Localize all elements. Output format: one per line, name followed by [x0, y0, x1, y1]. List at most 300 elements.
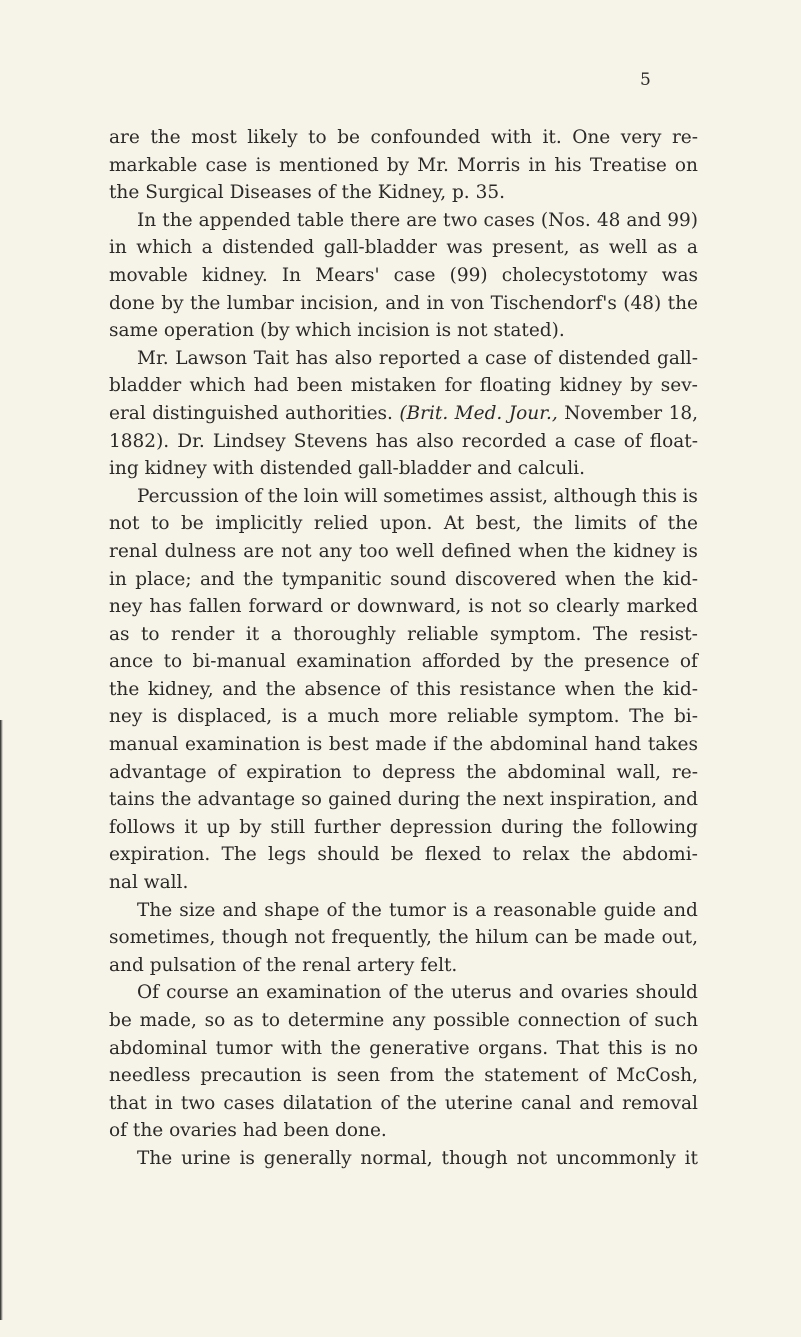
text-word: the	[406, 1092, 437, 1114]
text-word: are	[109, 127, 140, 148]
text-word: be	[337, 127, 360, 148]
text-word: done.	[335, 1120, 387, 1142]
text-word: not	[490, 596, 522, 618]
text-word: distended	[222, 237, 315, 259]
text-word: as	[578, 237, 600, 259]
text-word: kidney	[144, 458, 207, 480]
text-word: this	[642, 485, 677, 507]
text-word: mistaken	[350, 375, 437, 397]
text-word: inspiration,	[549, 789, 657, 811]
text-word: Surgical	[145, 182, 224, 204]
text-word: it	[684, 1147, 698, 1169]
text-word: so	[204, 1010, 226, 1031]
text-word: the	[466, 789, 497, 811]
text-word: defined	[441, 540, 512, 562]
text-word: expiration	[246, 761, 342, 783]
text-word: which	[189, 375, 246, 397]
text-line	[109, 428, 698, 456]
text-word: tumor	[388, 899, 446, 921]
text-word: sound	[390, 568, 447, 590]
text-word: the	[351, 899, 382, 921]
text-line	[109, 1007, 698, 1035]
text-word: further	[314, 816, 381, 838]
text-word: that	[109, 1092, 147, 1114]
text-word: following	[611, 816, 698, 838]
text-word: as	[656, 237, 678, 259]
text-line	[109, 648, 698, 676]
text-word: made,	[139, 1010, 197, 1031]
text-word: abdominal	[109, 1037, 208, 1059]
text-word: In	[281, 264, 302, 286]
text-word: the	[438, 927, 469, 949]
text-word: nal	[109, 872, 138, 894]
text-word: examination	[185, 734, 301, 756]
text-word: an	[236, 982, 259, 1004]
text-word: advantage	[197, 789, 296, 811]
text-word: McCosh,	[616, 1065, 698, 1087]
text-word: legs	[267, 844, 307, 866]
text-line	[109, 869, 698, 897]
text-word: with	[490, 127, 532, 148]
text-word: examination	[296, 651, 412, 673]
text-word: floating	[479, 375, 552, 397]
text-word: 18,	[668, 402, 698, 424]
text-word: to	[352, 761, 372, 783]
text-word: and	[518, 982, 554, 1004]
text-line	[109, 1145, 698, 1173]
text-word: by	[161, 292, 184, 314]
text-line	[109, 538, 698, 566]
text-word: abdominal	[489, 734, 588, 756]
text-word: p.	[451, 182, 470, 204]
text-word: of	[389, 678, 408, 700]
text-word: and	[663, 899, 698, 921]
text-word: and	[626, 209, 662, 231]
text-word: frequently,	[331, 927, 432, 949]
text-word: very	[620, 127, 662, 148]
text-word: to	[163, 651, 183, 673]
text-word: re-	[671, 761, 698, 783]
text-word: von	[450, 292, 485, 314]
text-word: two	[180, 1092, 216, 1114]
text-word: a	[475, 899, 487, 921]
text-line	[109, 207, 698, 235]
text-word: when	[518, 540, 569, 562]
text-word: stated).	[493, 320, 565, 342]
text-word: a	[270, 623, 282, 645]
text-word: tumor	[215, 1037, 273, 1059]
text-word: absence	[304, 678, 382, 700]
text-word: had	[242, 1120, 278, 1142]
text-word: as	[109, 623, 130, 645]
text-word: reasonable	[493, 899, 597, 921]
text-word: with	[212, 458, 254, 480]
text-word: also	[416, 430, 454, 452]
text-word: be	[574, 927, 598, 949]
text-word: and	[222, 899, 258, 921]
text-word: relax	[522, 844, 570, 866]
text-word: implicitly	[215, 513, 303, 535]
text-word: takes	[647, 734, 698, 756]
text-word: Mr.	[417, 154, 449, 176]
text-line	[109, 1062, 698, 1090]
text-word: is	[682, 485, 698, 507]
text-word: the	[543, 651, 574, 673]
text-word: symptom.	[490, 623, 582, 645]
text-word: of	[242, 954, 261, 976]
text-word: best,	[475, 513, 522, 535]
text-word: any	[392, 1010, 426, 1031]
text-word: kidney,	[147, 678, 214, 700]
text-line	[109, 759, 698, 787]
text-word: seen	[336, 1065, 381, 1087]
text-word: though	[221, 927, 288, 949]
text-word: generally	[263, 1147, 352, 1169]
text-word: table	[296, 209, 345, 231]
text-word: the	[575, 540, 607, 562]
text-word: 99)	[667, 209, 698, 231]
text-word: is	[255, 154, 271, 176]
text-word: kidney	[613, 540, 676, 562]
text-word: a	[201, 237, 213, 259]
text-word: still	[270, 816, 306, 838]
text-word: recorded	[461, 430, 547, 452]
text-word: displaced,	[177, 706, 273, 728]
text-word: re-	[671, 127, 698, 148]
text-word: in	[528, 154, 547, 176]
text-word: of	[638, 513, 657, 535]
text-word: Diseases	[229, 182, 312, 204]
text-word: afforded	[421, 651, 501, 673]
text-word: distended	[259, 458, 352, 480]
text-word: Lawson	[175, 347, 247, 369]
text-word: the	[109, 678, 140, 700]
text-word: uterine	[444, 1092, 513, 1114]
text-word: organs.	[478, 1037, 549, 1059]
text-word: 1882).	[109, 430, 170, 452]
text-word: authorities.	[285, 402, 393, 424]
text-word: there	[350, 209, 401, 231]
text-word: the	[667, 292, 698, 314]
text-word: is	[651, 1037, 667, 1059]
text-word: also	[334, 347, 373, 369]
text-word: such	[654, 1010, 698, 1031]
text-word: any	[318, 540, 352, 562]
text-word: statement	[484, 1065, 579, 1087]
text-word: Mears'	[315, 264, 380, 286]
text-word: of	[317, 182, 336, 204]
text-word: case	[205, 154, 248, 176]
text-word: is	[468, 596, 484, 618]
text-word: hilum	[475, 927, 529, 949]
text-word: (99)	[449, 264, 488, 286]
text-word: connection	[517, 1010, 621, 1031]
text-word: has	[149, 596, 182, 618]
text-word: 35.	[475, 182, 506, 204]
text-word: determine	[287, 1010, 385, 1031]
text-word: for	[444, 375, 472, 397]
text-word: sometimes	[383, 485, 484, 507]
text-word: dilatation	[282, 1092, 373, 1114]
text-word: should	[317, 844, 380, 866]
text-word: in	[109, 237, 127, 259]
text-word: too	[359, 540, 389, 562]
text-word: The	[137, 1147, 173, 1169]
text-word: the	[132, 1120, 164, 1142]
text-word: ney	[109, 596, 143, 618]
text-line	[109, 897, 698, 925]
text-word: during	[501, 816, 564, 838]
text-word: be	[109, 1010, 132, 1031]
text-word: render	[171, 623, 235, 645]
text-word: though	[441, 1147, 508, 1169]
text-line	[109, 345, 698, 373]
text-word: Dr.	[177, 430, 205, 452]
text-word: to	[150, 513, 170, 535]
text-word: this	[607, 1037, 643, 1059]
text-word: At	[443, 513, 465, 535]
text-word: kidney.	[202, 264, 268, 286]
text-word: not	[516, 1147, 548, 1169]
text-word: examination	[266, 982, 382, 1004]
text-word: thoroughly	[293, 623, 396, 645]
text-word: artery	[356, 954, 415, 976]
text-word: of	[326, 899, 345, 921]
text-word: the	[265, 678, 296, 700]
text-word: be	[390, 844, 414, 866]
text-word: case	[393, 264, 436, 286]
text-word: relied	[313, 513, 369, 535]
text-line	[109, 621, 698, 649]
text-word: kidney	[559, 375, 622, 397]
text-line	[109, 814, 698, 842]
text-word: the	[572, 816, 603, 838]
text-word: it	[184, 816, 198, 838]
text-word: by	[630, 375, 653, 397]
text-word: the	[267, 485, 299, 507]
text-word: had	[253, 375, 289, 397]
text-word: is	[151, 706, 168, 728]
text-word: felt.	[420, 954, 458, 976]
text-word: case	[485, 347, 527, 369]
text-word: with	[280, 1037, 323, 1059]
text-word: (Nos.	[540, 209, 591, 231]
text-word: been	[283, 1120, 330, 1142]
text-word: the	[444, 1065, 475, 1087]
text-word: the	[243, 568, 274, 590]
text-word: bladder	[109, 375, 182, 397]
text-word: most	[191, 127, 237, 148]
text-word: tympanitic	[281, 568, 382, 590]
text-word: done	[109, 292, 155, 314]
text-word: is	[435, 320, 452, 342]
text-word: ance	[109, 651, 154, 673]
text-word: of	[388, 982, 407, 1004]
text-word: confounded	[370, 127, 481, 148]
text-word: pulsation	[149, 954, 237, 976]
text-word: made	[603, 927, 656, 949]
text-word: and	[199, 568, 235, 590]
text-word: bi-manual	[192, 651, 286, 673]
text-word: appended	[198, 209, 291, 231]
text-word: a	[554, 430, 566, 452]
text-word: the	[162, 209, 193, 231]
text-word: hand	[594, 734, 642, 756]
text-word: well	[608, 237, 648, 259]
text-word: downward,	[357, 596, 462, 618]
text-line	[109, 290, 698, 318]
text-word: reliable	[447, 706, 519, 728]
text-word: ovaries	[560, 982, 629, 1004]
text-line	[109, 152, 698, 180]
text-word: bi-	[673, 706, 698, 728]
text-word: has	[295, 347, 329, 369]
text-line	[109, 124, 698, 152]
text-word: loin	[303, 485, 339, 507]
text-word: (Brit.	[399, 402, 449, 424]
text-word: depress	[381, 761, 456, 783]
text-word: clearly	[556, 596, 620, 618]
text-word: although	[553, 485, 637, 507]
text-word: next	[502, 789, 544, 811]
text-word: and	[222, 678, 258, 700]
text-word: (48)	[623, 292, 662, 314]
text-word: size	[179, 899, 216, 921]
page-number: 5	[640, 70, 651, 90]
text-word: symptom.	[528, 706, 620, 728]
text-word: expiration.	[109, 844, 211, 866]
text-word: more	[388, 706, 438, 728]
text-word: advantage	[109, 761, 207, 783]
text-word: The	[137, 899, 173, 921]
text-line	[109, 924, 698, 952]
text-word: generative	[369, 1037, 470, 1059]
text-word: place;	[135, 568, 192, 590]
text-word: (by	[260, 320, 290, 342]
text-word: uterus	[451, 982, 512, 1004]
text-word: is	[682, 540, 698, 562]
text-word: flexed	[424, 844, 482, 866]
text-line	[109, 372, 698, 400]
text-word: the	[341, 182, 372, 204]
text-word: reported	[378, 347, 461, 369]
text-line	[109, 262, 698, 290]
text-word: dulness	[164, 540, 237, 562]
text-word: likely	[247, 127, 298, 148]
text-word: gained	[328, 789, 392, 811]
text-word: the	[413, 982, 444, 1004]
text-word: urine	[181, 1147, 231, 1169]
text-word: the	[667, 513, 698, 535]
text-word: Med.	[454, 402, 503, 424]
text-word: Percussion	[137, 485, 239, 507]
text-line	[109, 455, 698, 483]
text-word: when	[565, 568, 616, 590]
text-word: should	[635, 982, 698, 1004]
text-word: movable	[109, 264, 188, 286]
text-word: so	[301, 789, 322, 811]
text-word: eral	[109, 402, 146, 424]
text-word: abdominal	[507, 761, 606, 783]
text-word: fallen	[188, 596, 242, 618]
text-word: and	[663, 789, 698, 811]
text-word: sometimes,	[109, 927, 216, 949]
text-word: ing	[109, 458, 139, 480]
text-word: of	[217, 761, 236, 783]
text-word: of	[380, 1092, 399, 1114]
text-word: by	[239, 816, 262, 838]
text-line	[109, 731, 698, 759]
text-word: Kidney,	[377, 182, 447, 204]
text-word: normal,	[360, 1147, 433, 1169]
text-word: float-	[649, 430, 698, 452]
text-word: gall-bladder	[357, 458, 472, 480]
text-word: markable	[109, 154, 198, 176]
text-word: tains	[109, 789, 155, 811]
text-word: distended	[558, 347, 651, 369]
text-word: removal	[622, 1092, 698, 1114]
text-word: follows	[109, 816, 176, 838]
text-word: is	[306, 734, 323, 756]
text-word: kid-	[662, 568, 698, 590]
text-word: mentioned	[279, 154, 379, 176]
text-word: on	[674, 154, 698, 176]
text-word: in	[109, 568, 127, 590]
text-word: will	[344, 485, 378, 507]
text-word: In	[137, 209, 157, 231]
text-word: the	[624, 568, 655, 590]
text-word: in	[154, 1092, 173, 1114]
text-word: The	[629, 706, 665, 728]
text-word: has	[375, 430, 409, 452]
text-word: Tait	[253, 347, 289, 369]
text-word: operation	[163, 320, 255, 342]
text-line	[109, 234, 698, 262]
text-word: the	[532, 513, 564, 535]
text-word: and	[385, 292, 420, 314]
text-word: renal	[302, 954, 351, 976]
text-word: out,	[661, 927, 698, 949]
text-word: up	[206, 816, 231, 838]
text-word: to	[261, 1010, 281, 1031]
text-word: marked	[626, 596, 698, 618]
text-word: the	[190, 292, 221, 314]
text-word: the	[623, 678, 655, 700]
text-word: can	[534, 927, 569, 949]
text-word: The	[592, 623, 629, 645]
text-word: of	[244, 485, 263, 507]
text-word: guide	[603, 899, 657, 921]
text-word: not	[294, 927, 325, 949]
text-line	[109, 841, 698, 869]
text-word: and	[109, 954, 144, 976]
text-word: lumbar	[226, 292, 294, 314]
text-word: during	[397, 789, 461, 811]
text-word: two	[443, 209, 478, 231]
text-word: was	[661, 264, 698, 286]
text-word: when	[564, 678, 616, 700]
text-word: are	[406, 209, 438, 231]
text-word: from	[389, 1065, 435, 1087]
text-word: be	[180, 513, 204, 535]
text-line	[109, 1090, 698, 1118]
text-word: to	[308, 127, 327, 148]
text-line	[109, 317, 698, 345]
text-word: incision	[357, 320, 430, 342]
text-word: it	[245, 623, 260, 645]
text-word: and	[476, 458, 512, 480]
text-word: of	[533, 347, 552, 369]
